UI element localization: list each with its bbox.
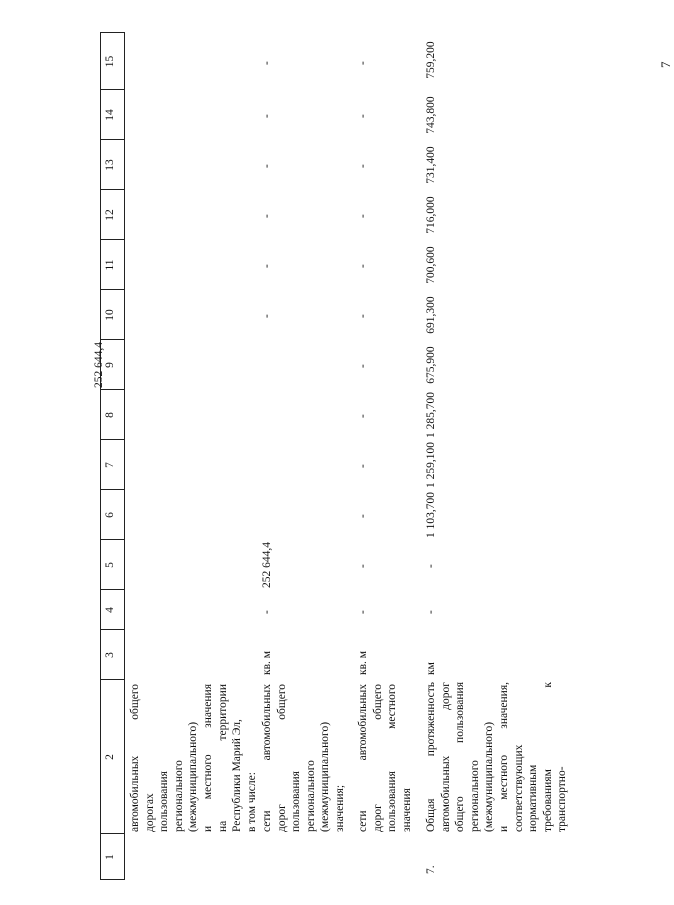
row-regional-description xyxy=(260,684,348,832)
intro-description xyxy=(128,684,259,832)
unit-cell: кв. м xyxy=(261,650,273,675)
value-cell: - xyxy=(357,464,369,468)
value-cell: - xyxy=(261,61,273,65)
header-col-7: 7 xyxy=(104,462,116,468)
unit-cell: км xyxy=(425,662,437,675)
header-col-5: 5 xyxy=(104,562,116,568)
header-col-14: 14 xyxy=(104,109,116,121)
value-cell: - xyxy=(261,164,273,168)
header-col-2: 2 xyxy=(104,754,116,760)
value-cell: 1 103,700 xyxy=(425,492,437,538)
value-cell: - xyxy=(261,264,273,268)
value-cell: - xyxy=(357,61,369,65)
value-cell: - xyxy=(357,164,369,168)
intro-line: регионального xyxy=(172,760,185,832)
row-line: сети автомобильных xyxy=(261,684,273,832)
header-col-10: 10 xyxy=(104,309,116,321)
row-line: дорог общего xyxy=(371,684,384,832)
row-line: автомобильных дорог xyxy=(439,682,452,832)
header-col-15: 15 xyxy=(104,55,116,68)
value-cell: 731,400 xyxy=(425,146,437,184)
header-col-13: 13 xyxy=(104,159,116,171)
intro-line: дорогах xyxy=(143,793,156,832)
header-col-4: 4 xyxy=(104,607,116,613)
intro-line: на территории xyxy=(216,684,229,832)
value-cell: - xyxy=(425,610,437,614)
row-line: нормативным xyxy=(527,764,540,832)
header-col-8: 8 xyxy=(104,412,116,418)
row-local-description xyxy=(356,684,414,832)
intro-line: (межмуниципального) xyxy=(187,721,200,832)
value-cell: - xyxy=(357,414,369,418)
row-line: дорог общего xyxy=(275,684,288,832)
value-cell: 691,300 xyxy=(425,296,437,334)
value-cell: - xyxy=(357,564,369,568)
header-col-3: 3 xyxy=(104,652,116,658)
value-cell: 743,800 xyxy=(425,96,437,134)
header-col-12: 12 xyxy=(104,209,116,221)
header-col-9: 9 xyxy=(104,362,116,368)
value-cell: - xyxy=(357,514,369,518)
row-line: Общая протяженность xyxy=(425,682,437,832)
value-cell: 252 644,4 xyxy=(261,542,273,588)
row-number: 7. xyxy=(425,865,437,874)
value-cell: - xyxy=(357,214,369,218)
value-cell: - xyxy=(261,214,273,218)
page-number: 7 xyxy=(658,61,673,68)
value-cell: - xyxy=(261,610,273,614)
value-cell: - xyxy=(357,610,369,614)
value-cell: 716,000 xyxy=(425,196,437,234)
header-col-11: 11 xyxy=(104,259,116,271)
value-cell: - xyxy=(357,264,369,268)
row-line: пользования местного xyxy=(386,684,399,832)
value-cell: - xyxy=(261,314,273,318)
row-line: и местного значения, xyxy=(497,682,510,832)
row-line: требованиям к xyxy=(541,682,554,832)
intro-line: и местного значения xyxy=(201,684,214,832)
row-line: (межмуниципального) xyxy=(319,721,332,832)
row-line: значения xyxy=(400,788,413,832)
row-line: сети автомобильных xyxy=(357,684,369,832)
rotated-table xyxy=(93,32,569,880)
intro-line: пользования xyxy=(158,771,171,832)
value-cell: 759,200 xyxy=(425,41,437,79)
unit-cell: кв. м xyxy=(357,650,369,675)
header-col-6: 6 xyxy=(104,512,116,518)
value-cell: - xyxy=(357,114,369,118)
row-line: значения; xyxy=(333,784,346,832)
value-cell: - xyxy=(357,314,369,318)
row-line: (межмуниципального) xyxy=(483,721,496,832)
row-line: транспортно- xyxy=(556,766,569,832)
value-cell: 1 285,700 xyxy=(425,392,437,438)
value-cell: 675,900 xyxy=(425,346,437,384)
row-line: регионального xyxy=(468,760,481,832)
intro-line: Республики Марий Эл, xyxy=(231,719,244,832)
intro-line: автомобильных общего xyxy=(129,684,141,832)
value-cell: - xyxy=(357,364,369,368)
value-cell: 1 259,100 xyxy=(425,442,437,488)
row-line: регионального xyxy=(304,760,317,832)
value-cell: - xyxy=(425,564,437,568)
value-cell: 252 644,4 xyxy=(93,342,105,388)
header-col-1: 1 xyxy=(104,854,116,860)
table-top-border xyxy=(100,32,101,880)
row-line: пользования xyxy=(290,771,303,832)
value-cell: - xyxy=(261,114,273,118)
row-7-description-full xyxy=(424,682,570,832)
intro-line: в том числе: xyxy=(245,772,258,832)
row-line: соответствующих xyxy=(512,744,525,832)
value-cell: 700,600 xyxy=(425,246,437,284)
row-line: общего пользования xyxy=(454,682,467,832)
header-bottom-border xyxy=(124,32,125,880)
